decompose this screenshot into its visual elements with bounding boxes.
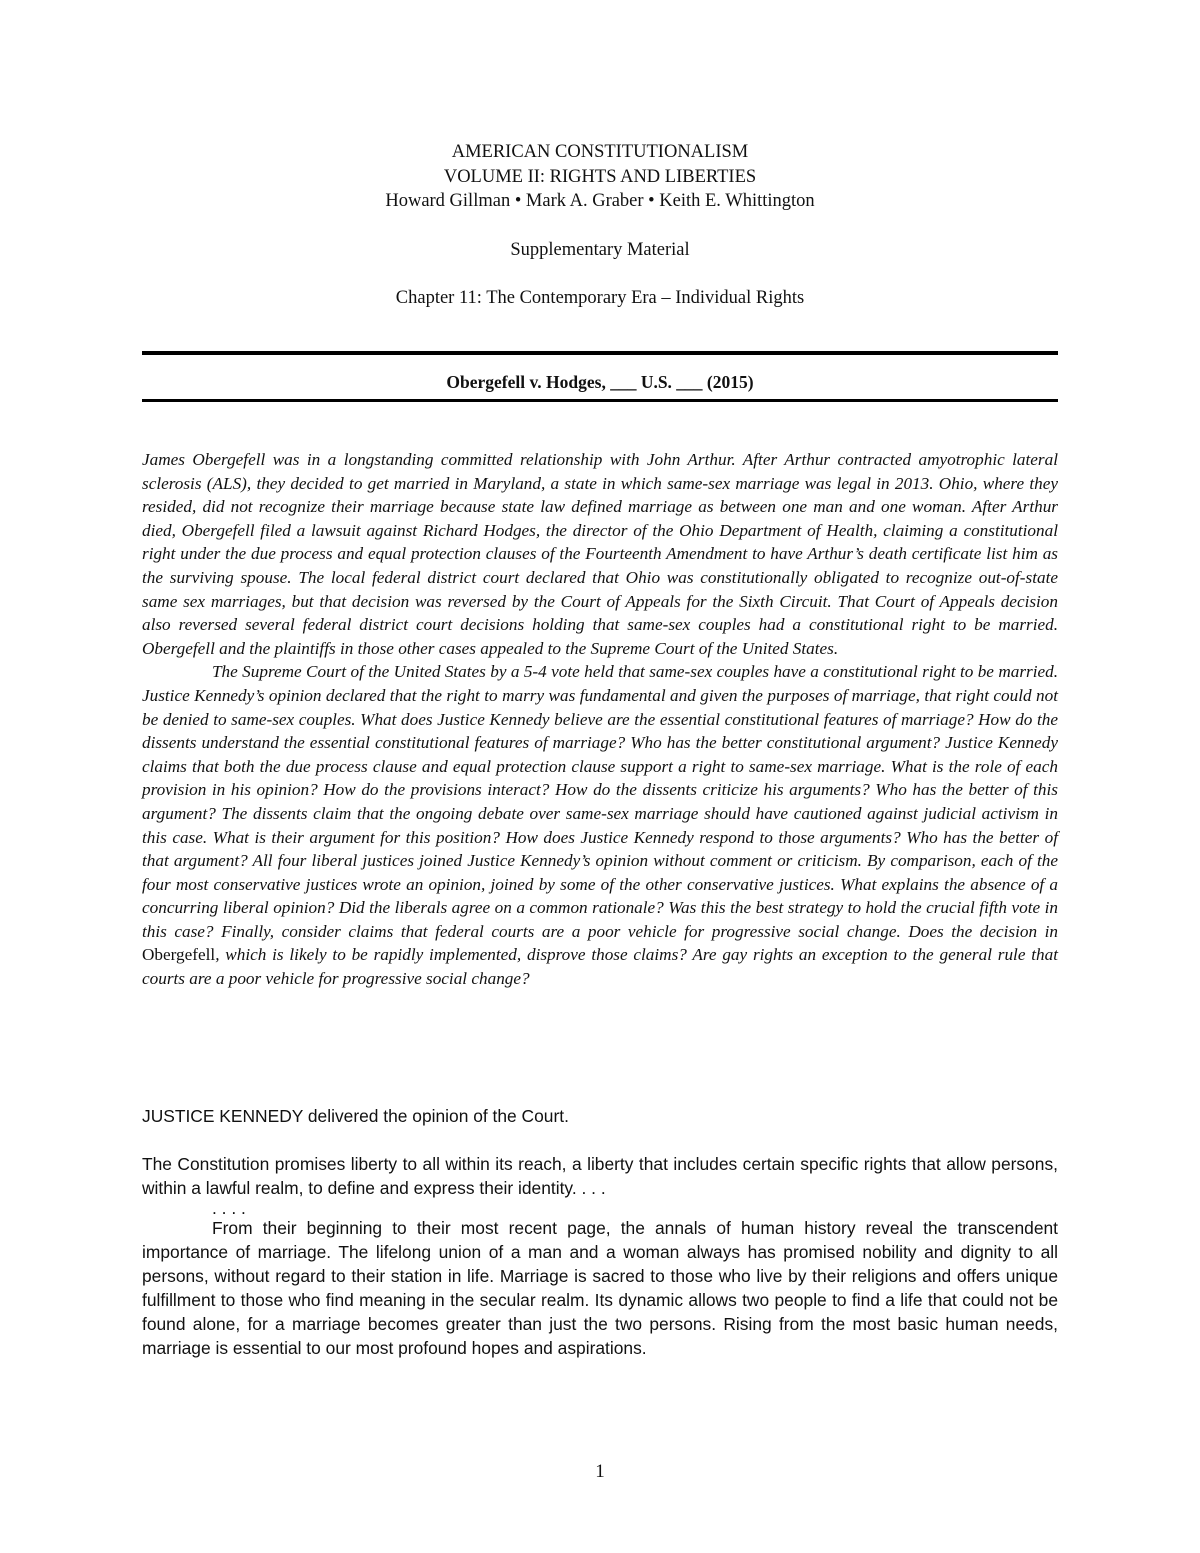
chapter-title: Chapter 11: The Contemporary Era – Individual Rights	[395, 288, 805, 308]
intro-paragraph-2-text: The Supreme Court of the United States by a 5-4 vote held that same-sex couples have a constitutional right to be married. Justice Kennedy’s opinion declared that the right to marry was fundamental and given the purposes of marriage, that right could not be denied to same-sex couples. What does Justice Kennedy believe are the essential constitutional features of marriage? How do the dissents understand the essential constitutional features of marriage? Who has the better constitutional argument? Justice Kennedy claims that both the due process clause and equal protection clause support a right to same-sex marriage. What is the role of each provision in his opinion? How do the provisions interact? How do the dissents criticize his arguments? Who has the better of this argument? The dissents claim that the ongoing debate over same-sex marriage should have cautioned against judicial activism in this case. What is their argument for this position? How does Justice Kennedy respond to those arguments? Who has the better of that argument? All four liberal justices joined Justice Kennedy’s opinion without comment or criticism. By comparison, each of the four most conservative justices wrote an opinion, joined by some of the other conservative justices. What explains the absence of a concurring liberal opinion? Did the liberals agree on a common rationale? Was this the best strategy to hold the crucial fifth vote in this case? Finally, consider claims that federal courts are a poor vehicle for progressive social change. Does the decision in	[142, 662, 1058, 941]
opinion-paragraph-2: From their beginning to their most recent page, the annals of human history reveal the transcendent importance of marriage. The lifelong union of a man and a woman always has promised nobility and dignity to all persons, without regard to their station in life. Marriage is sacred to those who live by their religions and offers unique fulfillment to those who find meaning in the secular realm. Its dynamic allows two people to find a life that could not be found alone, for a marriage becomes greater than just the two persons. Rising from the most basic human needs, marriage is essential to our most profound hopes and aspirations.	[142, 1218, 1058, 1358]
book-title: AMERICAN CONSTITUTIONALISM	[451, 142, 749, 162]
authors-line: Howard Gillman • Mark A. Graber • Keith E. Whittington	[385, 191, 815, 211]
opinion-delivered-line: JUSTICE KENNEDY delivered the opinion of the Court.	[142, 1106, 569, 1126]
case-introduction	[142, 448, 1058, 991]
intro-paragraph-1: James Obergefell was in a longstanding committed relationship with John Arthur. After Arthur contracted amyotrophic lateral sclerosis (ALS), they decided to get married in Maryland, a state in which same-sex marriage was legal in 2013. Ohio, where they resided, did not recognize their marriage because state law defined marriage as between one man and one woman. After Arthur died, Obergefell filed a lawsuit against Richard Hodges, the director of the Ohio Department of Health, claiming a constitutional right under the due process and equal protection clauses of the Fourteenth Amendment to have Arthur’s death certificate list him as the surviving spouse. The local federal district court declared that Ohio was constitutionally obligated to recognize out-of-state same sex marriages, but that decision was reversed by the Court of Appeals for the Sixth Circuit. That Court of Appeals decision also reversed several federal district court decisions holding that same-sex couples had a constitutional right to be married. Obergefell and the plaintiffs in those other cases appealed to the Supreme Court of the United States.	[142, 450, 1058, 658]
document-header	[0, 140, 1200, 311]
case-title: Obergefell v. Hodges, ___ U.S. ___ (2015)	[446, 372, 754, 392]
court-opinion	[142, 1104, 1058, 1360]
top-divider	[142, 351, 1058, 355]
volume-title: VOLUME II: RIGHTS AND LIBERTIES	[443, 166, 757, 187]
case-name-reference: Obergefell	[142, 945, 216, 965]
opinion-paragraph-1: The Constitution promises liberty to all within its reach, a liberty that includes certain specific rights that allow persons, within a lawful realm, to define and express their identity. . . .	[142, 1154, 1058, 1198]
page-number: 1	[595, 1461, 605, 1482]
bottom-divider	[142, 399, 1058, 402]
intro-paragraph-2-end: , which is likely to be rapidly implemented, disprove those claims? Are gay rights an exception to the general rule that courts are a poor vehicle for progressive social change?	[142, 945, 1058, 989]
omission-ellipsis: . . . .	[212, 1198, 246, 1218]
supplementary-label: Supplementary Material	[510, 239, 690, 260]
intro-paragraph-2	[142, 660, 1058, 990]
